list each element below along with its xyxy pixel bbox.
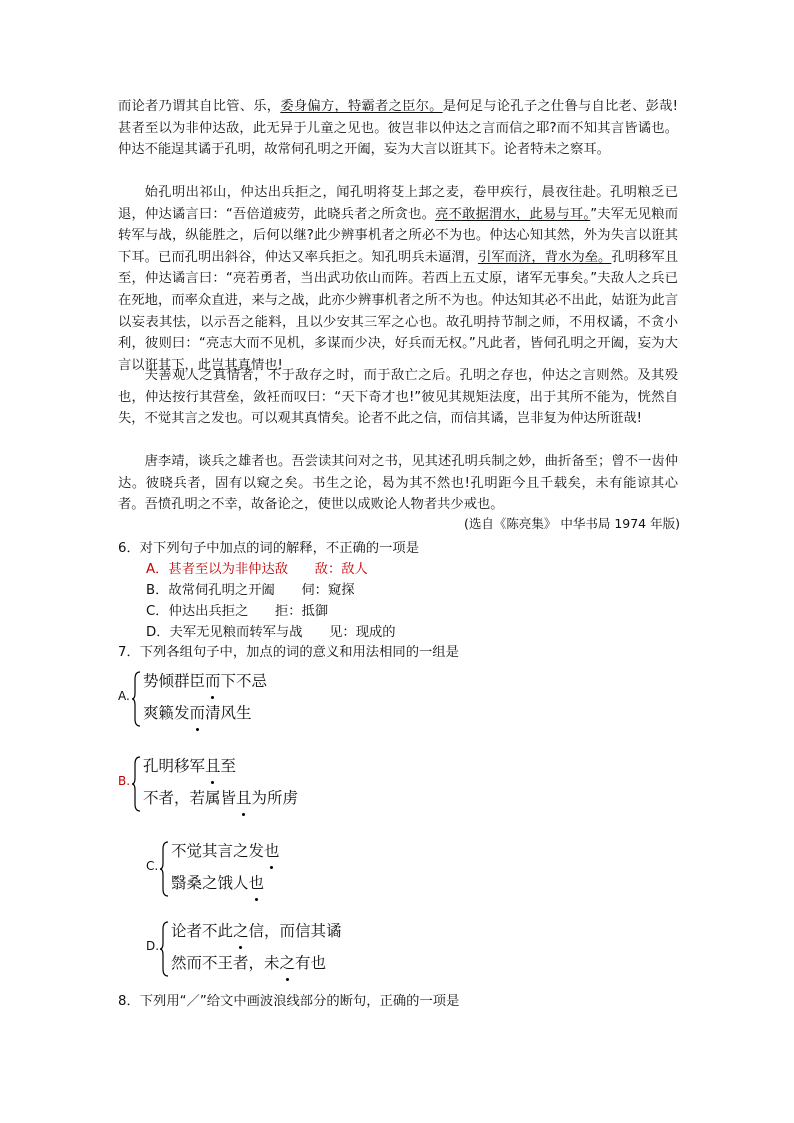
brace-icon [131,756,141,815]
brace-icon [159,921,169,980]
question-6-option-b: B．故常伺孔明之开阖 伺：窥探 [146,583,355,598]
option-label: B. [118,774,131,788]
option-label: A. [118,689,130,703]
source-citation: (选自《陈亮集》 中华书局 1974 年版) [464,516,680,531]
option-label: C. [146,859,159,873]
sentence-text: 不觉其言之发 [171,842,265,860]
dotted-word: 且 [205,754,221,776]
question-7-option-a [118,665,418,735]
sentence-text: 爽籁发 [143,704,190,722]
wavy-underlined-sentence: 引军而济，背水为垒。 [478,249,612,265]
passage-paragraph-4: 唐李靖，谈兵之雄者也。吾尝读其问对之书，见其述孔明兵制之妙，曲折备至；曾不一齿仲达。彼晓兵者，固有以窥之矣。书生之论，曷为其不然也!孔明距今且千载矣，未有能谅其心者。吾愤孔明之不幸，故备论之，使世以成败论人物者共少戒也。 [118,454,678,513]
dotted-word: 也 [264,839,280,861]
sentence-text: 清风生 [205,704,252,722]
passage-text: 始孔明出祁山，仲达出兵拒之，闻孔明将芟上邽之麦，卷甲疾行，晨夜往赴。孔明粮乏已退，仲达谲言曰：“吾倍道疲劳，此晓兵者之所贪也。 [118,185,678,222]
question-6-option-d: D．夫军无见粮而转军与战 见：现成的 [146,625,396,640]
dotted-word: 而 [190,701,206,723]
sentence-text: 势倾群臣 [143,672,206,690]
sentence-text: 翳桑之饿人 [171,874,249,892]
passage-paragraph-2 [118,182,678,376]
passage-text: ”夫军无见粮而转军与战，纵能胜之，后何以继?此少辨事机者之所必不为也。仲达心知其然，外为失言以诳其下耳。已而孔明出斜谷，仲达又率兵拒之。知孔明兵未逼渭， [118,206,678,265]
dotted-word: 之 [233,919,249,941]
sentence-text: 然而不王者，未 [171,954,280,972]
sentence-text: 为所虏 [251,789,299,807]
sentence-text: 论者不此 [171,922,234,940]
question-7-option-d [146,915,446,985]
brace-icon [131,671,141,730]
passage-text: 而论者乃谓其自比管、乐， [118,99,281,114]
brace-icon [159,841,169,900]
sentence-text: 信，而信其谲 [248,922,342,940]
question-7-option-b [118,750,418,820]
question-7-option-c [146,835,446,905]
wavy-underlined-sentence: 委身偏方，特霸者之臣尔。 [280,99,443,114]
dotted-word: 也 [249,871,265,893]
sentence-text: 孔明移军 [143,757,206,775]
dotted-word: 且 [236,786,252,808]
sentence-text: 下不忌 [220,672,268,690]
passage-paragraph-1 [118,96,678,161]
passage-text: 是何足与论孔子之仕鲁与自比老、彭哉!甚者至以为非仲达敌，此无异于儿童之见也。彼岂非以仲达之言而信之耶?而不知其言皆谲也。仲达不能逞其谲于孔明，故常伺孔明之开阖，妄为大言以诳其下。论者特未之察耳。 [118,99,678,158]
wavy-underlined-sentence: 亮不敢据渭水，此易与耳。 [435,206,591,222]
dotted-word: 之 [280,951,296,973]
question-6-option-c: C．仲达出兵拒之 拒：抵御 [146,604,329,619]
sentence-text: 至 [220,757,237,775]
question-6-stem: 6．对下列句子中加点的词的解释，不正确的一项是 [118,541,419,556]
passage-text: 孔明移军且至，仲达谲言曰：“亮若勇者，当出武功依山而阵。若西上五丈原，诸军无事矣。”夫敌人之兵已在死地，而率众直进，来与之战，此亦少辨事机者之所不为也。仲达知其必不出此，姑诳为此言以妄表其怯，以示吾之能料，且以少安其三军之心也。故孔明持节制之师，不用权谲，不贪小利，彼则曰：“亮志大而不见机，多谋而少决，好兵而无权。”凡此者，皆伺孔明之开阖，妄为大言以诳其下，此岂其真情也! [118,249,679,373]
question-7-stem: 7．下列各组句子中，加点的词的意义和用法相同的一组是 [118,645,459,660]
option-label: D. [146,939,160,953]
passage-paragraph-3: 夫善观人之真情者，不于敌存之时，而于敌亡之后。孔明之存也，仲达之言则然。及其殁也，仲达按行其营垒，敛衽而叹曰：“天下奇才也!”彼见其规矩法度，出于其所不能为，恍然自失，不觉其言之发也。可以观其真情矣。论者不此之信，而信其谲，岂非复为仲达所诳哉! [118,368,678,427]
question-6-option-a: A．甚者至以为非仲达敌 敌：敌人 [146,562,368,577]
sentence-text: 不者，若属皆 [143,789,237,807]
sentence-text: 有也 [295,954,327,972]
question-8-stem: 8．下列用“／”给文中画波浪线部分的断句，正确的一项是 [118,994,460,1009]
dotted-word: 而 [205,669,221,691]
